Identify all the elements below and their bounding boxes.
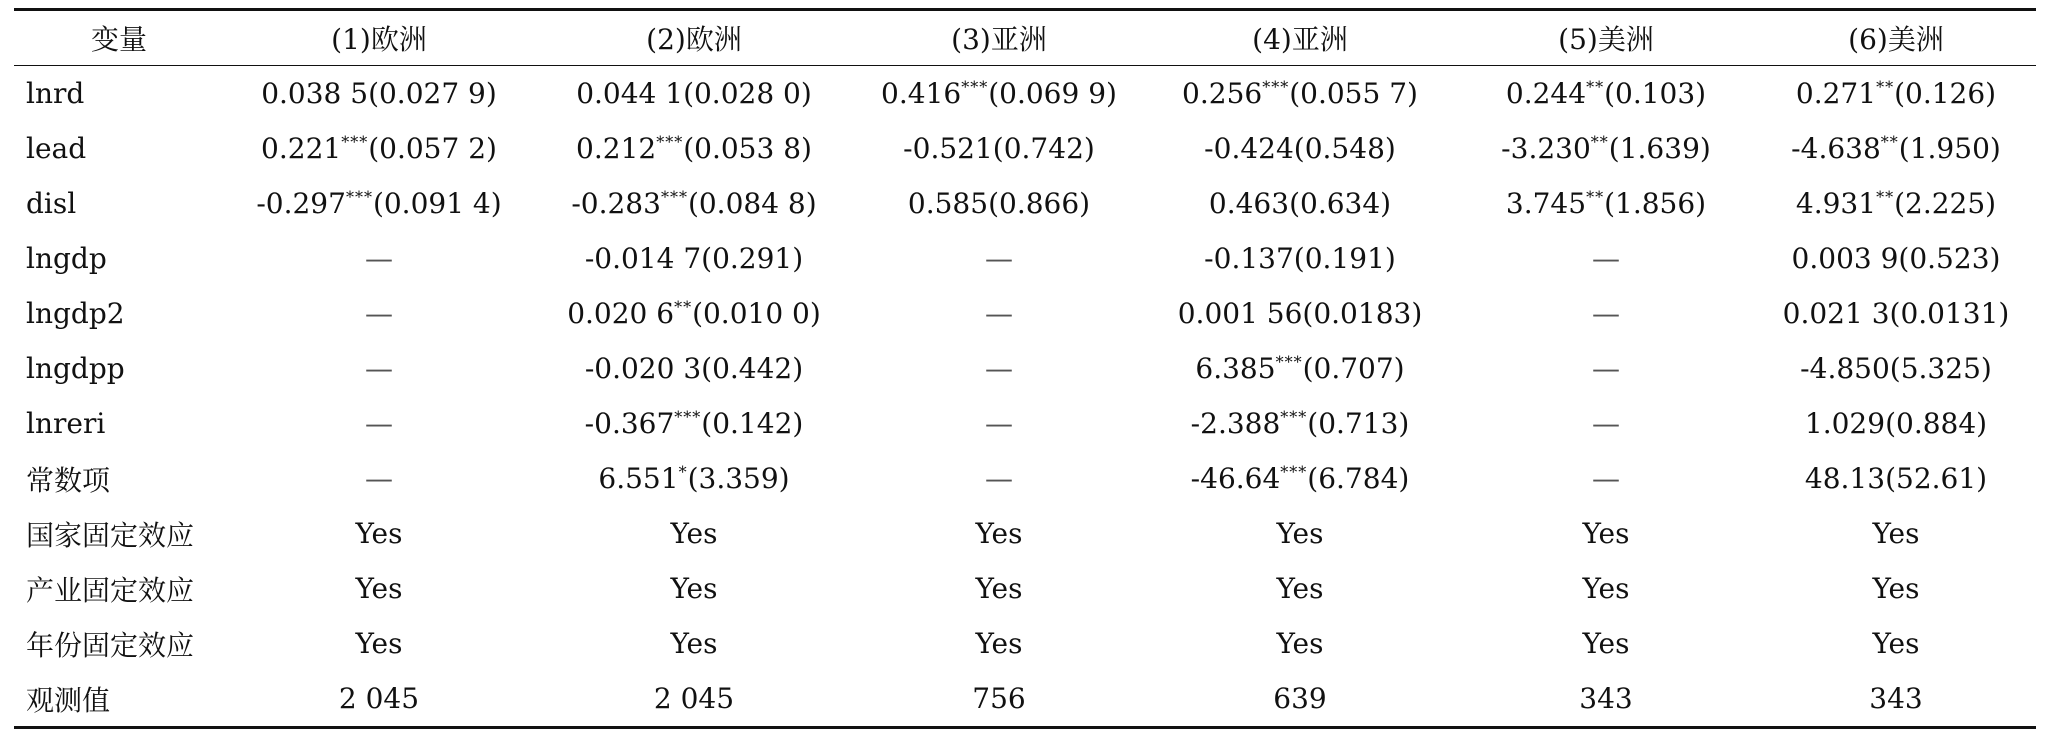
cell-coefficient: 756 xyxy=(972,682,1026,715)
table-cell xyxy=(224,616,534,671)
cell-standard-error: (0.084 8) xyxy=(687,187,817,220)
cell-coefficient: 0.003 9 xyxy=(1791,242,1899,275)
table-cell xyxy=(224,121,534,176)
table-cell xyxy=(1756,121,2036,176)
significance-stars: * xyxy=(678,462,688,482)
cell-coefficient: Yes xyxy=(1276,517,1324,550)
cell-coefficient: -46.64 xyxy=(1190,462,1281,495)
cell-coefficient: Yes xyxy=(355,517,403,550)
cell-coefficient: Yes xyxy=(1582,627,1630,660)
significance-stars: ** xyxy=(1586,187,1605,207)
row-variable-label: 国家固定效应 xyxy=(26,518,195,552)
cell-coefficient: 0.221 xyxy=(261,132,342,165)
cell-coefficient: 48.13 xyxy=(1804,462,1886,495)
significance-stars: ** xyxy=(1876,187,1895,207)
cell-coefficient: -0.424 xyxy=(1204,132,1294,165)
cell-standard-error: (1.950) xyxy=(1898,132,2001,165)
table-cell xyxy=(534,616,854,671)
cell-coefficient: 343 xyxy=(1579,682,1633,715)
cell-coefficient: Yes xyxy=(1276,572,1324,605)
table-cell xyxy=(1456,341,1756,396)
table-cell xyxy=(1456,616,1756,671)
regression-table-container xyxy=(14,8,2036,729)
table-cell xyxy=(534,396,854,451)
table-cell xyxy=(1756,231,2036,286)
cell-standard-error: (0.055 7) xyxy=(1289,77,1418,110)
table-cell xyxy=(1144,341,1456,396)
cell-coefficient: — xyxy=(985,297,1013,330)
table-cell xyxy=(854,506,1144,561)
cell-coefficient: Yes xyxy=(355,572,403,605)
cell-standard-error: (0.103) xyxy=(1604,77,1707,110)
cell-coefficient: -0.367 xyxy=(584,407,675,440)
cell-coefficient: 0.001 56 xyxy=(1177,297,1303,330)
header-col-2: (2)欧洲 xyxy=(646,23,742,56)
table-cell xyxy=(224,671,534,728)
cell-coefficient: 0.212 xyxy=(576,132,657,165)
cell-coefficient: 0.038 5 xyxy=(261,77,369,110)
cell-coefficient: 0.256 xyxy=(1182,77,1263,110)
cell-standard-error: (0.548) xyxy=(1293,132,1396,165)
cell-coefficient: — xyxy=(365,297,393,330)
table-row xyxy=(14,506,2036,561)
cell-standard-error: (0.634) xyxy=(1289,187,1392,220)
cell-coefficient: Yes xyxy=(975,517,1023,550)
cell-coefficient: 3.745 xyxy=(1505,187,1587,220)
cell-coefficient: -0.014 7 xyxy=(584,242,702,275)
cell-standard-error: (6.784) xyxy=(1307,462,1410,495)
table-cell xyxy=(1756,176,2036,231)
significance-stars: ** xyxy=(1876,77,1895,97)
cell-coefficient: Yes xyxy=(1276,627,1324,660)
cell-coefficient: 0.585 xyxy=(907,187,989,220)
table-cell xyxy=(1756,286,2036,341)
header-col-1: (1)欧洲 xyxy=(331,23,427,56)
cell-coefficient: -2.388 xyxy=(1190,407,1281,440)
table-header xyxy=(14,10,2036,66)
cell-coefficient: — xyxy=(365,352,393,385)
table-cell xyxy=(224,231,534,286)
cell-coefficient: 0.271 xyxy=(1795,77,1877,110)
cell-standard-error: (1.639) xyxy=(1608,132,1711,165)
cell-coefficient: Yes xyxy=(975,627,1023,660)
table-cell xyxy=(1756,561,2036,616)
cell-standard-error: (0.707) xyxy=(1302,352,1405,385)
significance-stars: *** xyxy=(656,132,684,152)
table-cell xyxy=(1456,286,1756,341)
significance-stars: ** xyxy=(1586,77,1605,97)
cell-coefficient: 0.020 6 xyxy=(567,297,675,330)
significance-stars: *** xyxy=(345,187,373,207)
cell-standard-error: (0.0183) xyxy=(1302,297,1423,330)
table-cell xyxy=(1144,616,1456,671)
cell-coefficient: 6.385 xyxy=(1195,352,1276,385)
significance-stars: *** xyxy=(674,407,702,427)
table-cell xyxy=(534,671,854,728)
table-row xyxy=(14,286,2036,341)
significance-stars: *** xyxy=(1280,407,1308,427)
cell-standard-error: (0.010 0) xyxy=(692,297,821,330)
row-variable-label: lead xyxy=(26,132,87,165)
header-col-4: (4)亚洲 xyxy=(1252,23,1348,56)
header-col-6: (6)美洲 xyxy=(1848,23,1944,56)
table-cell xyxy=(1456,396,1756,451)
table-cell xyxy=(1456,561,1756,616)
table-cell xyxy=(1756,396,2036,451)
row-variable-label: 常数项 xyxy=(26,463,111,497)
cell-coefficient: Yes xyxy=(355,627,403,660)
cell-standard-error: (0.0131) xyxy=(1889,297,2010,330)
cell-coefficient: -0.283 xyxy=(571,187,661,220)
cell-coefficient: 6.551 xyxy=(598,462,679,495)
cell-coefficient: Yes xyxy=(1872,627,1920,660)
header-col-5: (5)美洲 xyxy=(1558,23,1654,56)
cell-coefficient: Yes xyxy=(1872,572,1920,605)
table-row xyxy=(14,451,2036,506)
cell-coefficient: -0.521 xyxy=(903,132,993,165)
table-cell xyxy=(854,176,1144,231)
row-variable-label: 产业固定效应 xyxy=(26,573,195,607)
table-cell xyxy=(1144,396,1456,451)
regression-table xyxy=(14,8,2036,729)
cell-coefficient: Yes xyxy=(670,627,718,660)
table-cell xyxy=(1756,671,2036,728)
cell-standard-error: (0.091 4) xyxy=(372,187,502,220)
cell-coefficient: — xyxy=(985,352,1013,385)
header-row xyxy=(14,10,2036,66)
cell-standard-error: (0.057 2) xyxy=(368,132,497,165)
table-cell xyxy=(1144,286,1456,341)
cell-standard-error: (0.126) xyxy=(1894,77,1997,110)
table-row xyxy=(14,561,2036,616)
significance-stars: *** xyxy=(1275,352,1303,372)
table-cell xyxy=(1456,671,1756,728)
cell-coefficient: — xyxy=(365,242,393,275)
cell-coefficient: — xyxy=(985,407,1013,440)
table-cell xyxy=(854,616,1144,671)
significance-stars: *** xyxy=(1262,77,1290,97)
row-variable-label: disl xyxy=(26,187,77,220)
table-cell xyxy=(854,671,1144,728)
row-variable-label: 观测值 xyxy=(26,683,111,717)
cell-coefficient: 0.416 xyxy=(881,77,962,110)
table-cell xyxy=(534,231,854,286)
cell-coefficient: — xyxy=(985,462,1013,495)
table-cell xyxy=(1756,616,2036,671)
cell-standard-error: (0.523) xyxy=(1898,242,2001,275)
cell-coefficient: -4.850 xyxy=(1800,352,1890,385)
cell-standard-error: (0.884) xyxy=(1885,407,1988,440)
cell-standard-error: (0.291) xyxy=(701,242,804,275)
row-variable-label: lnrd xyxy=(26,77,85,110)
cell-coefficient: -4.638 xyxy=(1791,132,1881,165)
table-cell xyxy=(534,341,854,396)
table-row xyxy=(14,671,2036,728)
table-cell xyxy=(1456,121,1756,176)
significance-stars: *** xyxy=(660,187,688,207)
table-row xyxy=(14,121,2036,176)
table-cell xyxy=(1756,66,2036,122)
cell-standard-error: (1.856) xyxy=(1604,187,1707,220)
table-cell xyxy=(534,506,854,561)
table-cell xyxy=(854,286,1144,341)
cell-coefficient: — xyxy=(1592,297,1620,330)
table-cell xyxy=(854,66,1144,122)
cell-standard-error: (52.61) xyxy=(1885,462,1988,495)
header-col-3: (3)亚洲 xyxy=(951,23,1047,56)
table-cell xyxy=(534,286,854,341)
cell-coefficient: Yes xyxy=(1872,517,1920,550)
table-cell xyxy=(224,341,534,396)
cell-coefficient: — xyxy=(1592,462,1620,495)
cell-coefficient: 2 045 xyxy=(653,682,735,715)
table-cell xyxy=(1456,451,1756,506)
cell-coefficient: 0.463 xyxy=(1208,187,1290,220)
cell-standard-error: (0.866) xyxy=(988,187,1091,220)
cell-coefficient: -3.230 xyxy=(1501,132,1591,165)
cell-coefficient: — xyxy=(985,242,1013,275)
table-cell xyxy=(854,396,1144,451)
significance-stars: ** xyxy=(1880,132,1899,152)
cell-coefficient: Yes xyxy=(975,572,1023,605)
cell-coefficient: 1.029 xyxy=(1804,407,1886,440)
table-cell xyxy=(854,451,1144,506)
significance-stars: ** xyxy=(1590,132,1609,152)
cell-standard-error: (0.027 9) xyxy=(368,77,497,110)
cell-coefficient: — xyxy=(1592,242,1620,275)
cell-coefficient: — xyxy=(1592,352,1620,385)
cell-coefficient: Yes xyxy=(1582,572,1630,605)
table-row xyxy=(14,616,2036,671)
table-row xyxy=(14,396,2036,451)
cell-standard-error: (0.713) xyxy=(1307,407,1410,440)
row-variable-label: lngdpp xyxy=(26,352,125,385)
cell-coefficient: -0.297 xyxy=(256,187,346,220)
table-cell xyxy=(534,176,854,231)
row-variable-label: 年份固定效应 xyxy=(26,628,195,662)
table-cell xyxy=(1144,66,1456,122)
cell-coefficient: 2 045 xyxy=(338,682,420,715)
cell-coefficient: 639 xyxy=(1273,682,1327,715)
table-cell xyxy=(1144,231,1456,286)
table-cell xyxy=(1144,506,1456,561)
cell-standard-error: (0.028 0) xyxy=(683,77,812,110)
cell-standard-error: (0.069 9) xyxy=(988,77,1117,110)
table-row xyxy=(14,341,2036,396)
row-variable-label: lngdp2 xyxy=(26,297,125,330)
table-cell xyxy=(534,121,854,176)
cell-coefficient: -0.020 3 xyxy=(584,352,702,385)
table-cell xyxy=(224,396,534,451)
table-cell xyxy=(224,506,534,561)
cell-standard-error: (0.142) xyxy=(701,407,804,440)
table-cell xyxy=(1456,231,1756,286)
table-cell xyxy=(1144,671,1456,728)
cell-standard-error: (2.225) xyxy=(1894,187,1997,220)
cell-coefficient: Yes xyxy=(670,517,718,550)
cell-standard-error: (0.742) xyxy=(992,132,1095,165)
cell-coefficient: 0.021 3 xyxy=(1782,297,1890,330)
table-cell xyxy=(1456,506,1756,561)
table-row xyxy=(14,66,2036,122)
cell-coefficient: 4.931 xyxy=(1795,187,1877,220)
cell-coefficient: Yes xyxy=(1582,517,1630,550)
table-cell xyxy=(224,561,534,616)
table-row xyxy=(14,231,2036,286)
table-cell xyxy=(534,561,854,616)
table-cell xyxy=(1756,341,2036,396)
table-cell xyxy=(534,451,854,506)
row-variable-label: lnreri xyxy=(26,407,106,440)
table-cell xyxy=(1144,451,1456,506)
table-cell xyxy=(1144,561,1456,616)
cell-standard-error: (5.325) xyxy=(1889,352,1992,385)
table-cell xyxy=(1756,451,2036,506)
significance-stars: *** xyxy=(341,132,369,152)
table-cell xyxy=(1456,176,1756,231)
table-cell xyxy=(854,121,1144,176)
cell-coefficient: Yes xyxy=(670,572,718,605)
table-cell xyxy=(224,286,534,341)
header-variable: 变量 xyxy=(90,23,147,56)
cell-standard-error: (3.359) xyxy=(687,462,790,495)
significance-stars: *** xyxy=(1280,462,1308,482)
table-cell xyxy=(1144,121,1456,176)
cell-coefficient: 343 xyxy=(1869,682,1923,715)
cell-standard-error: (0.442) xyxy=(701,352,804,385)
cell-coefficient: — xyxy=(1592,407,1620,440)
table-cell xyxy=(1144,176,1456,231)
table-body xyxy=(14,66,2036,728)
table-cell xyxy=(854,561,1144,616)
table-row xyxy=(14,176,2036,231)
cell-coefficient: -0.137 xyxy=(1204,242,1294,275)
cell-coefficient: 0.044 1 xyxy=(576,77,684,110)
significance-stars: *** xyxy=(961,77,989,97)
table-cell xyxy=(1456,66,1756,122)
table-cell xyxy=(224,451,534,506)
cell-coefficient: — xyxy=(365,462,393,495)
table-cell xyxy=(1756,506,2036,561)
row-variable-label: lngdp xyxy=(26,242,107,275)
cell-coefficient: 0.244 xyxy=(1505,77,1587,110)
significance-stars: ** xyxy=(674,297,693,317)
cell-standard-error: (0.191) xyxy=(1293,242,1396,275)
cell-coefficient: — xyxy=(365,407,393,440)
table-cell xyxy=(224,66,534,122)
table-cell xyxy=(854,231,1144,286)
cell-standard-error: (0.053 8) xyxy=(683,132,812,165)
table-cell xyxy=(854,341,1144,396)
table-cell xyxy=(224,176,534,231)
table-cell xyxy=(534,66,854,122)
